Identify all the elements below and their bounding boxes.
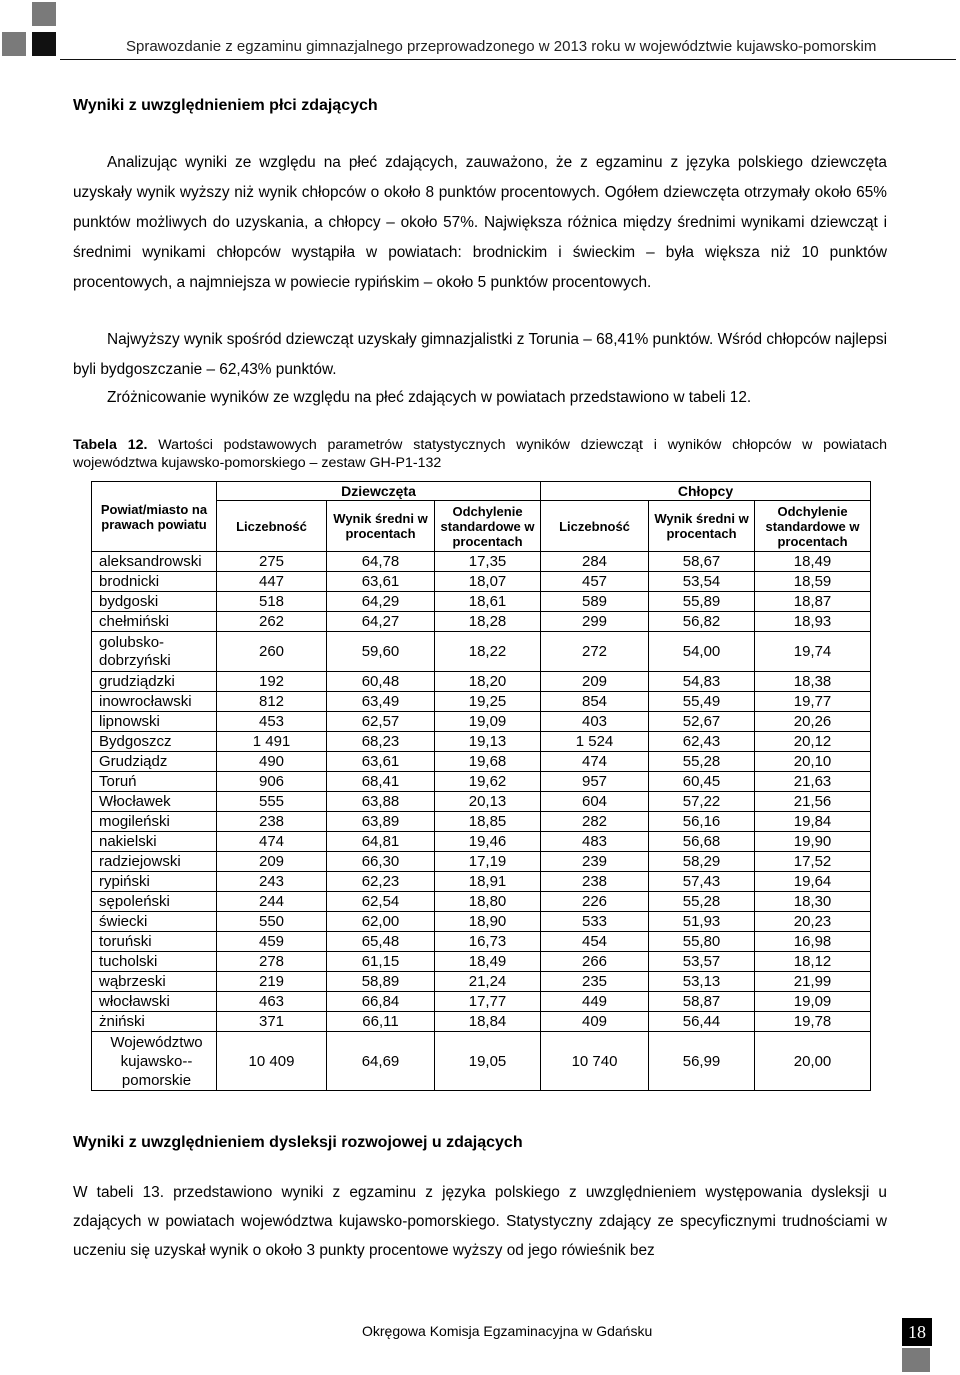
cell-value: 53,57 bbox=[649, 952, 755, 972]
table-row bbox=[92, 812, 871, 832]
col-header-girls-mean: Wynik średni w procentach bbox=[327, 501, 435, 552]
cell-value: 18,49 bbox=[755, 552, 871, 572]
cell-value: 19,09 bbox=[755, 992, 871, 1012]
cell-name: chełmiński bbox=[92, 612, 217, 632]
col-header-boys-count: Liczebność bbox=[541, 501, 649, 552]
col-header-girls-count: Liczebność bbox=[217, 501, 327, 552]
table-row bbox=[92, 832, 871, 852]
cell-value: 65,48 bbox=[327, 932, 435, 952]
cell-name: sępoleński bbox=[92, 892, 217, 912]
cell-value: 63,61 bbox=[327, 752, 435, 772]
cell-name: Grudziądz bbox=[92, 752, 217, 772]
cell-value: 447 bbox=[217, 572, 327, 592]
cell-value: 20,23 bbox=[755, 912, 871, 932]
cell-value: 16,73 bbox=[435, 932, 541, 952]
cell-value: 518 bbox=[217, 592, 327, 612]
cell-value: 1 524 bbox=[541, 732, 649, 752]
cell-value: 555 bbox=[217, 792, 327, 812]
col-header-name: Powiat/miasto na prawach powiatu bbox=[92, 482, 217, 552]
cell-value: 20,12 bbox=[755, 732, 871, 752]
cell-value: 19,68 bbox=[435, 752, 541, 772]
cell-value: 449 bbox=[541, 992, 649, 1012]
cell-value: 238 bbox=[217, 812, 327, 832]
cell-name: wąbrzeski bbox=[92, 972, 217, 992]
table-row bbox=[92, 732, 871, 752]
table-caption bbox=[73, 436, 887, 472]
cell-value: 64,78 bbox=[327, 552, 435, 572]
cell-name: lipnowski bbox=[92, 712, 217, 732]
cell-value: 19,09 bbox=[435, 712, 541, 732]
table-row bbox=[92, 632, 871, 672]
cell-value: 20,26 bbox=[755, 712, 871, 732]
cell-value: 19,46 bbox=[435, 832, 541, 852]
cell-value: 55,28 bbox=[649, 892, 755, 912]
cell-value: 60,45 bbox=[649, 772, 755, 792]
paragraph: Najwyższy wynik spośród dziewcząt uzyskały gimnazjalistki z Torunia – 68,41% punktów. Wśród chłopców najlepsi byli bydgoszczanie – 62,43% punktów. bbox=[73, 331, 887, 378]
cell-value: 16,98 bbox=[755, 932, 871, 952]
cell-name: Bydgoszcz bbox=[92, 732, 217, 752]
cell-value: 58,67 bbox=[649, 552, 755, 572]
logo-square bbox=[32, 2, 56, 26]
cell-value: 463 bbox=[217, 992, 327, 1012]
cell-value: 18,28 bbox=[435, 612, 541, 632]
cell-name: tucholski bbox=[92, 952, 217, 972]
cell-value: 55,80 bbox=[649, 932, 755, 952]
cell-value: 68,23 bbox=[327, 732, 435, 752]
cell-value: 62,00 bbox=[327, 912, 435, 932]
cell-value: 19,05 bbox=[435, 1032, 541, 1091]
cell-value: 57,43 bbox=[649, 872, 755, 892]
cell-value: 66,30 bbox=[327, 852, 435, 872]
cell-value: 18,22 bbox=[435, 632, 541, 672]
cell-value: 58,89 bbox=[327, 972, 435, 992]
cell-value: 53,13 bbox=[649, 972, 755, 992]
cell-value: 62,43 bbox=[649, 732, 755, 752]
cell-value: 19,77 bbox=[755, 692, 871, 712]
cell-value: 62,23 bbox=[327, 872, 435, 892]
table-row bbox=[92, 932, 871, 952]
table-caption-label: Tabela 12. bbox=[73, 437, 148, 453]
cell-value: 284 bbox=[541, 552, 649, 572]
cell-value: 21,99 bbox=[755, 972, 871, 992]
table-row bbox=[92, 772, 871, 792]
cell-value: 403 bbox=[541, 712, 649, 732]
cell-value: 18,61 bbox=[435, 592, 541, 612]
table-body bbox=[92, 552, 871, 1091]
section-heading-gender: Wyniki z uwzględnieniem płci zdających bbox=[73, 97, 378, 114]
cell-value: 209 bbox=[217, 852, 327, 872]
col-header-girls-sd: Odchylenie standardowe w procentach bbox=[435, 501, 541, 552]
corner-square bbox=[902, 1348, 930, 1372]
cell-name: bydgoski bbox=[92, 592, 217, 612]
table-row bbox=[92, 672, 871, 692]
cell-name: brodnicki bbox=[92, 572, 217, 592]
cell-value: 64,69 bbox=[327, 1032, 435, 1091]
cell-name: golubsko-dobrzyński bbox=[92, 632, 217, 672]
cell-value: 10 740 bbox=[541, 1032, 649, 1091]
cell-value: 20,10 bbox=[755, 752, 871, 772]
col-header-boys-sd: Odchylenie standardowe w procentach bbox=[755, 501, 871, 552]
cell-value: 60,48 bbox=[327, 672, 435, 692]
table-row bbox=[92, 952, 871, 972]
table-row bbox=[92, 872, 871, 892]
paragraph: W tabeli 13. przedstawiono wyniki z egzaminu z języka polskiego z uwzględnieniem występowania dysleksji u zdających w powiatach województwa kujawsko-pomorskiego. Statystyczny zdający ze specyficznymi trudnościami w uczeniu się uzyskał wynik o około 3 punkty procentowe wyższy od jego rówieśnik bez bbox=[73, 1184, 887, 1259]
table-row bbox=[92, 912, 871, 932]
table-row bbox=[92, 1032, 871, 1091]
page-number: 18 bbox=[902, 1318, 932, 1346]
table-row bbox=[92, 1012, 871, 1032]
cell-value: 854 bbox=[541, 692, 649, 712]
cell-name: Województwo kujawsko--pomorskie bbox=[92, 1032, 217, 1091]
cell-value: 19,90 bbox=[755, 832, 871, 852]
cell-value: 18,87 bbox=[755, 592, 871, 612]
cell-value: 19,84 bbox=[755, 812, 871, 832]
cell-value: 55,89 bbox=[649, 592, 755, 612]
cell-value: 1 491 bbox=[217, 732, 327, 752]
cell-value: 17,52 bbox=[755, 852, 871, 872]
cell-value: 17,77 bbox=[435, 992, 541, 1012]
cell-value: 957 bbox=[541, 772, 649, 792]
cell-value: 266 bbox=[541, 952, 649, 972]
cell-value: 244 bbox=[217, 892, 327, 912]
cell-name: grudziądzki bbox=[92, 672, 217, 692]
cell-value: 550 bbox=[217, 912, 327, 932]
cell-name: rypiński bbox=[92, 872, 217, 892]
cell-value: 239 bbox=[541, 852, 649, 872]
cell-value: 906 bbox=[217, 772, 327, 792]
col-header-boys-mean: Wynik średni w procentach bbox=[649, 501, 755, 552]
cell-value: 490 bbox=[217, 752, 327, 772]
table-row bbox=[92, 692, 871, 712]
cell-value: 235 bbox=[541, 972, 649, 992]
table-row bbox=[92, 852, 871, 872]
cell-value: 18,20 bbox=[435, 672, 541, 692]
cell-value: 18,80 bbox=[435, 892, 541, 912]
cell-value: 59,60 bbox=[327, 632, 435, 672]
logo-square bbox=[2, 32, 26, 56]
cell-value: 20,13 bbox=[435, 792, 541, 812]
cell-value: 63,89 bbox=[327, 812, 435, 832]
cell-value: 66,11 bbox=[327, 1012, 435, 1032]
cell-value: 17,35 bbox=[435, 552, 541, 572]
cell-name: radziejowski bbox=[92, 852, 217, 872]
cell-value: 453 bbox=[217, 712, 327, 732]
cell-value: 61,15 bbox=[327, 952, 435, 972]
logo bbox=[0, 0, 60, 60]
cell-value: 19,62 bbox=[435, 772, 541, 792]
cell-value: 18,90 bbox=[435, 912, 541, 932]
cell-value: 474 bbox=[541, 752, 649, 772]
cell-name: Toruń bbox=[92, 772, 217, 792]
cell-name: mogileński bbox=[92, 812, 217, 832]
cell-value: 278 bbox=[217, 952, 327, 972]
cell-value: 53,54 bbox=[649, 572, 755, 592]
table-row bbox=[92, 892, 871, 912]
cell-value: 55,49 bbox=[649, 692, 755, 712]
cell-value: 18,49 bbox=[435, 952, 541, 972]
paragraph: Zróżnicowanie wyników ze względu na płeć zdających w powiatach przedstawiono w tabeli 12. bbox=[107, 389, 752, 406]
group-header-girls: Dziewczęta bbox=[217, 482, 541, 501]
cell-value: 409 bbox=[541, 1012, 649, 1032]
cell-value: 19,78 bbox=[755, 1012, 871, 1032]
cell-value: 18,38 bbox=[755, 672, 871, 692]
cell-name: inowrocławski bbox=[92, 692, 217, 712]
paragraph: Analizując wyniki ze względu na płeć zdających, zauważono, że z egzaminu z języka polskiego dziewczęta uzyskały wynik wyższy niż wynik chłopców o około 8 punktów procentowych. Ogółem dziewczęta otrzymały około 65% punktów możliwych do uzyskania, a chłopcy – około 57%. Największa różnica między średnimi wynikami dziewcząt i średnimi wynikami chłopców wystąpiła w powiatach: brodnickim i świeckim – była większa niż 10 punktów procentowych, a najmniejsza w powiecie rypińskim – około 5 punktów procentowych. bbox=[73, 154, 887, 291]
cell-value: 21,56 bbox=[755, 792, 871, 812]
cell-value: 18,93 bbox=[755, 612, 871, 632]
cell-value: 18,84 bbox=[435, 1012, 541, 1032]
cell-value: 57,22 bbox=[649, 792, 755, 812]
cell-value: 64,27 bbox=[327, 612, 435, 632]
cell-value: 62,57 bbox=[327, 712, 435, 732]
cell-value: 62,54 bbox=[327, 892, 435, 912]
cell-value: 275 bbox=[217, 552, 327, 572]
cell-value: 66,84 bbox=[327, 992, 435, 1012]
cell-value: 589 bbox=[541, 592, 649, 612]
cell-value: 51,93 bbox=[649, 912, 755, 932]
cell-value: 19,74 bbox=[755, 632, 871, 672]
cell-value: 56,44 bbox=[649, 1012, 755, 1032]
cell-value: 64,81 bbox=[327, 832, 435, 852]
cell-value: 18,07 bbox=[435, 572, 541, 592]
cell-value: 55,28 bbox=[649, 752, 755, 772]
cell-value: 21,24 bbox=[435, 972, 541, 992]
cell-value: 19,64 bbox=[755, 872, 871, 892]
group-header-boys: Chłopcy bbox=[541, 482, 871, 501]
cell-value: 58,87 bbox=[649, 992, 755, 1012]
table-caption-text: Wartości podstawowych parametrów statystycznych wyników dziewcząt i wyników chłopców w powiatach województwa kujawsko-pomorskiego – zestaw GH-P1-132 bbox=[73, 437, 887, 471]
table-row bbox=[92, 992, 871, 1012]
cell-value: 18,59 bbox=[755, 572, 871, 592]
cell-value: 260 bbox=[217, 632, 327, 672]
cell-value: 18,85 bbox=[435, 812, 541, 832]
table-row bbox=[92, 752, 871, 772]
cell-value: 64,29 bbox=[327, 592, 435, 612]
cell-value: 21,63 bbox=[755, 772, 871, 792]
cell-value: 299 bbox=[541, 612, 649, 632]
table-row bbox=[92, 572, 871, 592]
cell-value: 56,16 bbox=[649, 812, 755, 832]
table-row bbox=[92, 972, 871, 992]
table-row bbox=[92, 712, 871, 732]
cell-value: 371 bbox=[217, 1012, 327, 1032]
cell-value: 68,41 bbox=[327, 772, 435, 792]
cell-value: 209 bbox=[541, 672, 649, 692]
cell-value: 192 bbox=[217, 672, 327, 692]
cell-value: 56,82 bbox=[649, 612, 755, 632]
cell-value: 226 bbox=[541, 892, 649, 912]
cell-value: 243 bbox=[217, 872, 327, 892]
cell-value: 18,30 bbox=[755, 892, 871, 912]
footer-institution: Okręgowa Komisja Egzaminacyjna w Gdańsku bbox=[362, 1323, 653, 1339]
cell-value: 52,67 bbox=[649, 712, 755, 732]
cell-value: 533 bbox=[541, 912, 649, 932]
cell-name: nakielski bbox=[92, 832, 217, 852]
cell-name: toruński bbox=[92, 932, 217, 952]
cell-value: 19,13 bbox=[435, 732, 541, 752]
cell-value: 63,88 bbox=[327, 792, 435, 812]
cell-name: aleksandrowski bbox=[92, 552, 217, 572]
cell-value: 17,19 bbox=[435, 852, 541, 872]
cell-value: 272 bbox=[541, 632, 649, 672]
cell-value: 454 bbox=[541, 932, 649, 952]
cell-value: 18,91 bbox=[435, 872, 541, 892]
cell-value: 604 bbox=[541, 792, 649, 812]
cell-value: 459 bbox=[217, 932, 327, 952]
cell-value: 19,25 bbox=[435, 692, 541, 712]
cell-value: 10 409 bbox=[217, 1032, 327, 1091]
cell-value: 20,00 bbox=[755, 1032, 871, 1091]
cell-value: 238 bbox=[541, 872, 649, 892]
section-heading-dyslexia: Wyniki z uwzględnieniem dysleksji rozwojowej u zdających bbox=[73, 1134, 523, 1151]
table-row bbox=[92, 552, 871, 572]
table-row bbox=[92, 612, 871, 632]
cell-value: 483 bbox=[541, 832, 649, 852]
table-row bbox=[92, 592, 871, 612]
cell-value: 457 bbox=[541, 572, 649, 592]
cell-name: włocławski bbox=[92, 992, 217, 1012]
logo-square bbox=[32, 32, 56, 56]
cell-name: żniński bbox=[92, 1012, 217, 1032]
cell-value: 474 bbox=[217, 832, 327, 852]
cell-value: 56,99 bbox=[649, 1032, 755, 1091]
table-row bbox=[92, 792, 871, 812]
cell-value: 56,68 bbox=[649, 832, 755, 852]
cell-value: 54,83 bbox=[649, 672, 755, 692]
cell-value: 282 bbox=[541, 812, 649, 832]
cell-value: 63,49 bbox=[327, 692, 435, 712]
cell-name: Włocławek bbox=[92, 792, 217, 812]
cell-value: 219 bbox=[217, 972, 327, 992]
cell-value: 63,61 bbox=[327, 572, 435, 592]
cell-value: 18,12 bbox=[755, 952, 871, 972]
header-divider bbox=[60, 59, 956, 60]
cell-value: 58,29 bbox=[649, 852, 755, 872]
page-header-title: Sprawozdanie z egzaminu gimnazjalnego przeprowadzonego w 2013 roku w województwie kujawsko-pomorskim bbox=[126, 38, 877, 55]
results-table bbox=[91, 481, 871, 1091]
cell-value: 54,00 bbox=[649, 632, 755, 672]
cell-value: 812 bbox=[217, 692, 327, 712]
cell-value: 262 bbox=[217, 612, 327, 632]
cell-name: świecki bbox=[92, 912, 217, 932]
